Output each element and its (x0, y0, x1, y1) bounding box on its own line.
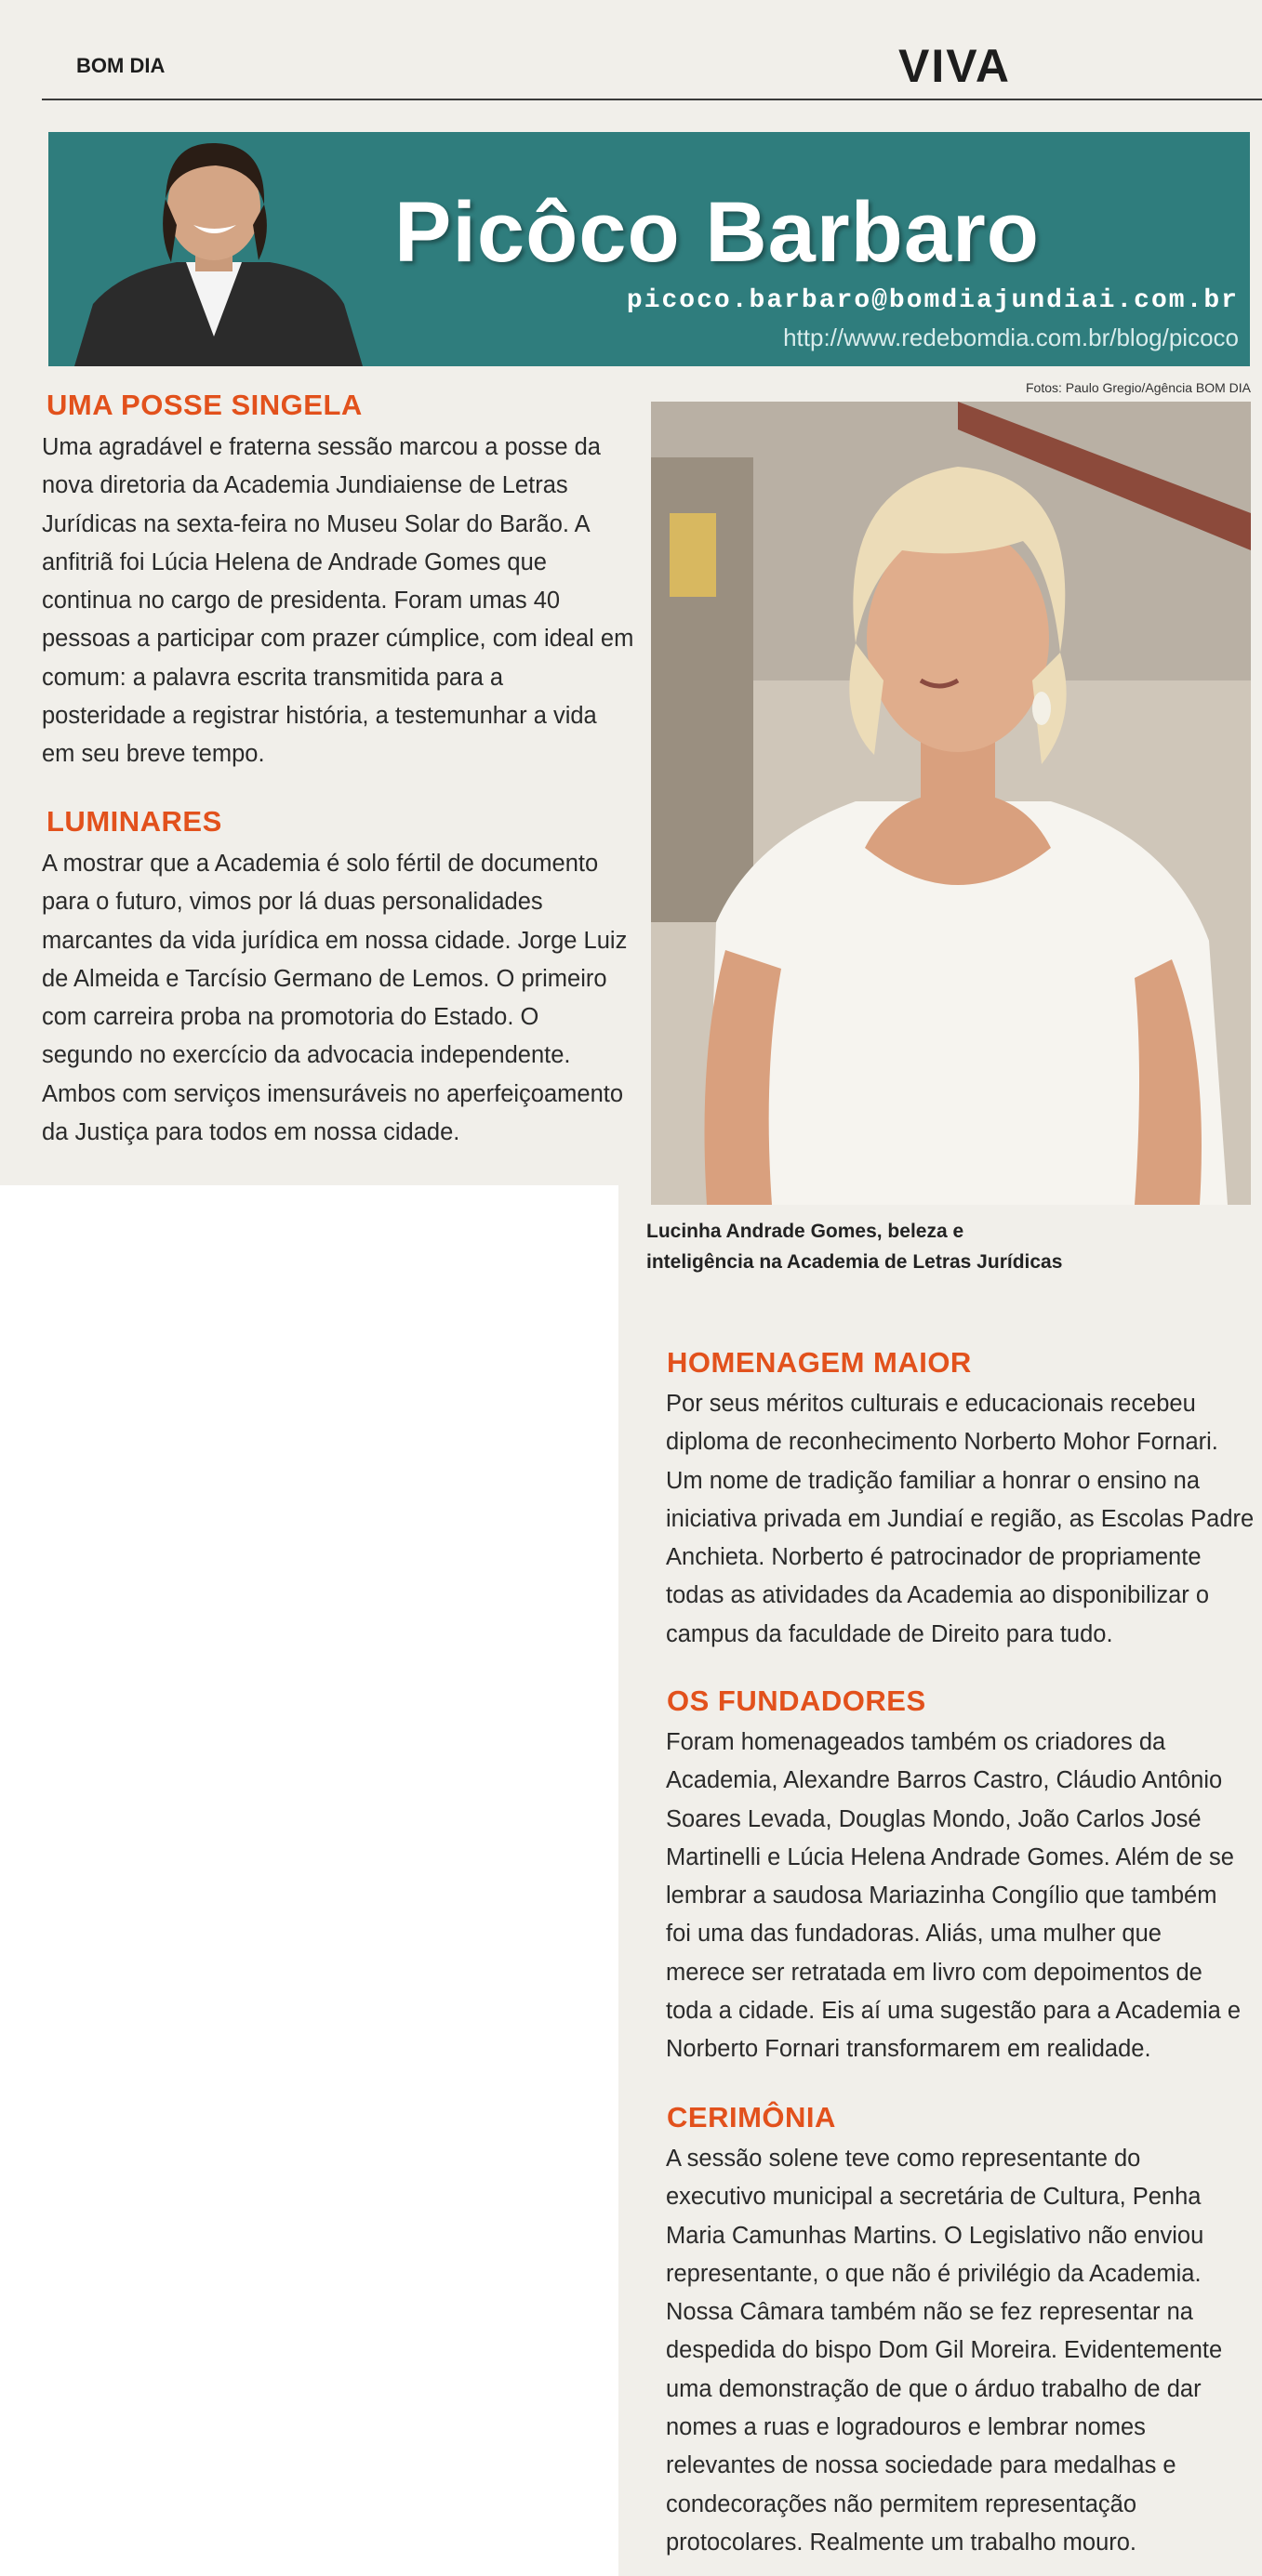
text-line: nova diretoria da Academia Jundiaiense de Letras (42, 472, 568, 499)
text-line: toda a cidade. Eis aí uma sugestão para a Academia e (666, 1998, 1242, 2025)
caption-line: Lucinha Andrade Gomes, beleza e (646, 1221, 964, 1242)
photo-caption (646, 1216, 1062, 1277)
text-line: em seu breve tempo. (42, 741, 265, 768)
text-line: A sessão solene teve como representante do (666, 2146, 1141, 2172)
header-rule (42, 99, 1262, 100)
text-line: Academia, Alexandre Barros Castro, Cláudio Antônio (666, 1767, 1223, 1794)
portrait-illustration (651, 402, 1251, 1205)
text-line: comum: a palavra escrita transmitida para a (42, 664, 504, 691)
text-line: Maria Camunhas Martins. O Legislativo não enviou (666, 2222, 1204, 2249)
text-line: nomes a ruas e logradouros e lembrar nomes (666, 2414, 1146, 2441)
columnist-portrait (56, 132, 372, 366)
heading-cerimonia: CERIMÔNIA (667, 2101, 836, 2133)
publication-name: BOM DIA (76, 54, 166, 77)
text-line: com carreira proba na promotoria do Estado. O (42, 1004, 539, 1031)
heading-os-fundadores: OS FUNDADORES (667, 1684, 926, 1717)
photo-credit: Fotos: Paulo Gregio/Agência BOM DIA (1026, 380, 1251, 395)
text-line: iniciativa privada em Jundiaí e região, as Escolas Padre (666, 1505, 1255, 1532)
text-line: lembrar a saudosa Mariazinha Congílio que também (666, 1882, 1217, 1909)
heading-homenagem-maior: HOMENAGEM MAIOR (667, 1346, 972, 1379)
text-line: Uma agradável e fraterna sessão marcou a posse da (42, 434, 601, 460)
text-line: Jurídicas na sexta-feira no Museu Solar do Barão. A (42, 510, 591, 537)
text-line: Um nome de tradição familiar a honrar o ensino na (666, 1467, 1201, 1494)
heading-uma-posse-singela: UMA POSSE SINGELA (46, 389, 363, 421)
text-line: pessoas a participar com prazer cúmplice, com ideal em (42, 626, 634, 653)
paragraph-cerimonia (666, 2140, 1222, 2562)
text-line: uma demonstração de que o árduo trabalho de dar (666, 2375, 1202, 2402)
paragraph-luminares (42, 845, 627, 1152)
text-line: despedida do bispo Dom Gil Moreira. Evidentemente (666, 2337, 1223, 2364)
text-line: Martinelli e Lúcia Helena Andrade Gomes. Além de se (666, 1843, 1234, 1870)
text-line: de Almeida e Tarcísio Germano de Lemos. O primeiro (42, 965, 607, 992)
heading-luminares: LUMINARES (46, 805, 222, 838)
text-line: Norberto Fornari transformarem em realidade. (666, 2036, 1151, 2063)
paragraph-homenagem-maior (666, 1385, 1254, 1654)
section-name: VIVA (898, 40, 1011, 92)
column-title: Picôco Barbaro (394, 185, 1040, 280)
text-line: Soares Levada, Douglas Mondo, João Carlos José (666, 1805, 1202, 1832)
text-line: Anchieta. Norberto é patrocinador de propriamente (666, 1544, 1202, 1571)
text-line: da Justiça para todos em nossa cidade. (42, 1119, 460, 1146)
text-line: Por seus méritos culturais e educacionais recebeu (666, 1391, 1196, 1417)
text-line: condecorações não permitem representação (666, 2490, 1137, 2517)
text-line: campus da faculdade de Direito para tudo. (666, 1620, 1113, 1647)
paragraph-os-fundadores (666, 1724, 1241, 2069)
text-line: Ambos com serviços imensuráveis no aperfeiçoamento (42, 1080, 624, 1107)
text-line: posteridade a registrar história, a testemunhar a vida (42, 703, 597, 730)
caption-line: inteligência na Academia de Letras Jurídicas (646, 1251, 1063, 1273)
text-line: Foram homenageados também os criadores da (666, 1729, 1166, 1755)
column-banner (48, 132, 1250, 366)
text-line: executivo municipal a secretária de Cultura, Penha (666, 2184, 1202, 2211)
text-line: protocolares. Realmente um trabalho mouro. (666, 2529, 1137, 2556)
text-line: A mostrar que a Academia é solo fértil de documento (42, 851, 599, 877)
text-line: marcantes da vida jurídica em nossa cidade. Jorge Luiz (42, 927, 628, 954)
text-line: merece ser retratada em livro com depoimentos de (666, 1959, 1202, 1986)
text-line: continua no cargo de presidenta. Foram umas 40 (42, 588, 561, 614)
text-line: para o futuro, vimos por lá duas personalidades (42, 889, 543, 916)
text-line: representante, o que não é privilégio da Academia. (666, 2260, 1202, 2287)
text-line: anfitriã foi Lúcia Helena de Andrade Gomes que (42, 548, 547, 575)
columnist-blog-link[interactable]: http://www.redebomdia.com.br/blog/picoco (783, 324, 1239, 351)
paragraph-uma-posse-singela (42, 429, 633, 774)
lucinha-andrade-gomes-photo (651, 402, 1251, 1205)
text-line: todas as atividades da Academia ao disponibilizar o (666, 1582, 1210, 1609)
text-line: diploma de reconhecimento Norberto Mohor Fornari. (666, 1429, 1218, 1456)
text-line: Nossa Câmara também não se fez representar na (666, 2299, 1193, 2326)
text-line: foi uma das fundadoras. Aliás, uma mulher que (666, 1921, 1162, 1948)
text-line: relevantes de nossa sociedade para medalhas e (666, 2452, 1176, 2479)
text-line: segundo no exercício da advocacia independente. (42, 1042, 571, 1069)
columnist-email[interactable]: picoco.barbaro@bomdiajundiai.com.br (626, 286, 1239, 315)
